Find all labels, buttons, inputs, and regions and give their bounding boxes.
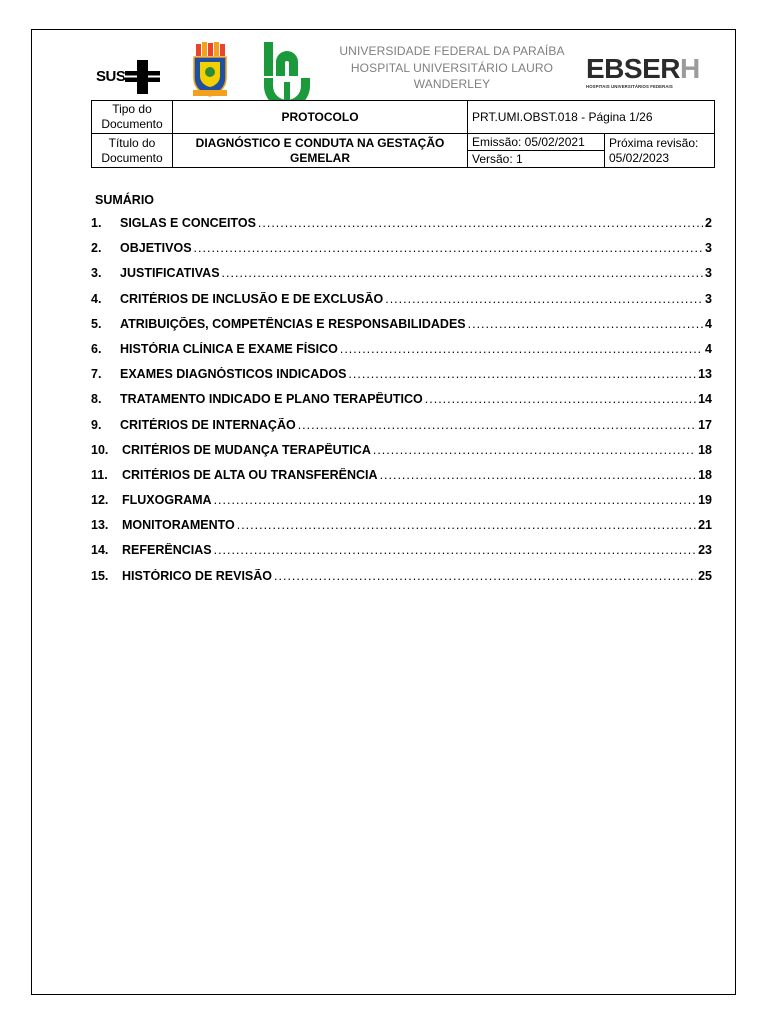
table-of-contents [91,216,712,594]
toc-entry-leader [298,418,696,432]
toc-entry-title: MONITORAMENTO [122,518,235,533]
toc-entry[interactable] [91,367,712,392]
toc-entry-title: EXAMES DIAGNÓSTICOS INDICADOS [120,367,347,382]
toc-entry-title: CRITÉRIOS DE INCLUSÃO E DE EXCLUSÃO [120,291,384,306]
toc-entry-leader [258,216,703,230]
toc-entry-leader [373,443,696,457]
toc-entry-number: 5. [91,316,102,331]
ebserh-logo-subtitle: HOSPITAIS UNIVERSITÁRIOS FEDERAIS [586,84,673,89]
toc-entry-number: 12. [91,493,109,508]
toc-entry-title: CRITÉRIOS DE INTERNAÇÃO [120,417,296,432]
tipo-documento-label: Tipo do Documento [92,101,173,134]
toc-entry-number: 11. [91,467,108,482]
institution-line: WANDERLEY [413,77,491,91]
toc-entry-number: 13. [91,518,109,533]
toc-entry-number: 6. [91,341,102,356]
toc-entry-number: 4. [91,291,102,306]
toc-entry-leader [380,468,697,482]
cross-icon [124,60,162,94]
toc-entry-leader [468,317,703,331]
toc-entry-number: 3. [91,266,102,281]
proxima-revisao: Próxima revisão: 05/02/2023 [605,134,715,168]
toc-entry-number: 7. [91,367,102,382]
toc-entry-leader [222,266,704,280]
toc-entry-leader [385,292,703,306]
toc-entry-page: 3 [705,266,712,281]
toc-entry-page: 17 [698,417,712,432]
sus-logo-text: SUS [96,68,126,85]
ebserh-logo-main: EBSER [586,53,680,84]
toc-entry-page: 13 [698,367,712,382]
toc-entry-title: HISTÓRICO DE REVISÃO [122,568,273,583]
ebserh-logo-h: H [679,53,700,84]
toc-entry-number: 14. [91,543,109,558]
toc-entry-title: CRITÉRIOS DE MUDANÇA TERAPÊUTICA [122,442,371,457]
toc-entry-page: 3 [705,291,712,306]
toc-entry-leader [425,392,696,406]
toc-entry-page: 23 [698,543,712,558]
toc-entry-page: 19 [698,493,712,508]
toc-entry[interactable] [91,241,712,266]
toc-entry-leader [340,342,703,356]
titulo-documento-label: Título do Documento [92,134,173,168]
versao: Versão: 1 [468,151,605,168]
toc-entry-leader [237,518,696,532]
toc-entry[interactable] [91,342,712,367]
toc-entry-number: 9. [91,417,102,432]
toc-entry[interactable] [91,392,712,417]
toc-entry[interactable] [91,418,712,443]
toc-entry[interactable] [91,468,712,493]
toc-entry-page: 2 [705,216,712,230]
toc-entry[interactable] [91,292,712,317]
toc-entry[interactable] [91,569,712,594]
institution-name [330,43,574,93]
sus-logo [96,60,164,94]
ufpb-crest-logo [190,42,230,103]
toc-entry-number: 10. [91,442,109,457]
titulo-documento-value: DIAGNÓSTICO E CONDUTA NA GESTAÇÃO GEMELAR [173,134,468,168]
toc-entry[interactable] [91,266,712,291]
toc-entry-leader [214,543,697,557]
toc-entry-number: 2. [91,241,102,256]
toc-entry-title: ATRIBUIÇÕES, COMPETÊNCIAS E RESPONSABILIDADES [120,316,466,331]
toc-entry-page: 14 [698,392,712,407]
toc-entry-page: 3 [705,241,712,256]
toc-entry-page: 18 [698,442,712,457]
toc-entry-page: 18 [698,467,712,482]
toc-entry-number: 1. [91,216,102,230]
toc-entry-title: JUSTIFICATIVAS [120,266,220,281]
toc-entry-page: 4 [705,316,712,331]
toc-entry-title: TRATAMENTO INDICADO E PLANO TERAPÊUTICO [120,392,423,407]
document-header-table [91,100,715,168]
tipo-documento-value: PROTOCOLO [173,101,468,134]
toc-entry-number: 8. [91,392,102,407]
hulw-logo [262,42,312,105]
toc-entry[interactable] [91,543,712,568]
toc-entry[interactable] [91,493,712,518]
toc-entry-title: REFERÊNCIAS [122,543,212,558]
institution-line: HOSPITAL UNIVERSITÁRIO LAURO [350,60,554,75]
ebserh-logo [586,55,714,89]
toc-entry-leader [348,367,696,381]
toc-entry-leader [214,493,697,507]
toc-entry-title: OBJETIVOS [120,241,192,256]
ebserh-logo-wordmark [586,55,714,83]
institution-line: UNIVERSIDADE FEDERAL DA PARAÍBA [339,44,565,58]
toc-entry-title: FLUXOGRAMA [122,493,212,508]
toc-entry-page: 21 [698,518,712,533]
toc-entry-title: CRITÉRIOS DE ALTA OU TRANSFERÊNCIA [122,467,378,482]
toc-entry[interactable] [91,216,712,241]
document-code: PRT.UMI.OBST.018 - Página 1/26 [468,101,715,134]
toc-entry-page: 4 [705,341,712,356]
toc-entry-leader [274,569,696,583]
toc-entry-title: HISTÓRIA CLÍNICA E EXAME FÍSICO [120,341,338,356]
toc-entry-leader [194,241,704,255]
toc-entry-title: SIGLAS E CONCEITOS [120,216,256,230]
toc-entry[interactable] [91,518,712,543]
toc-entry[interactable] [91,317,712,342]
summary-title: SUMÁRIO [95,193,155,207]
toc-entry-page: 25 [698,568,712,583]
emissao-date: Emissão: 05/02/2021 [468,134,605,151]
toc-entry-number: 15. [91,568,109,583]
toc-entry[interactable] [91,443,712,468]
